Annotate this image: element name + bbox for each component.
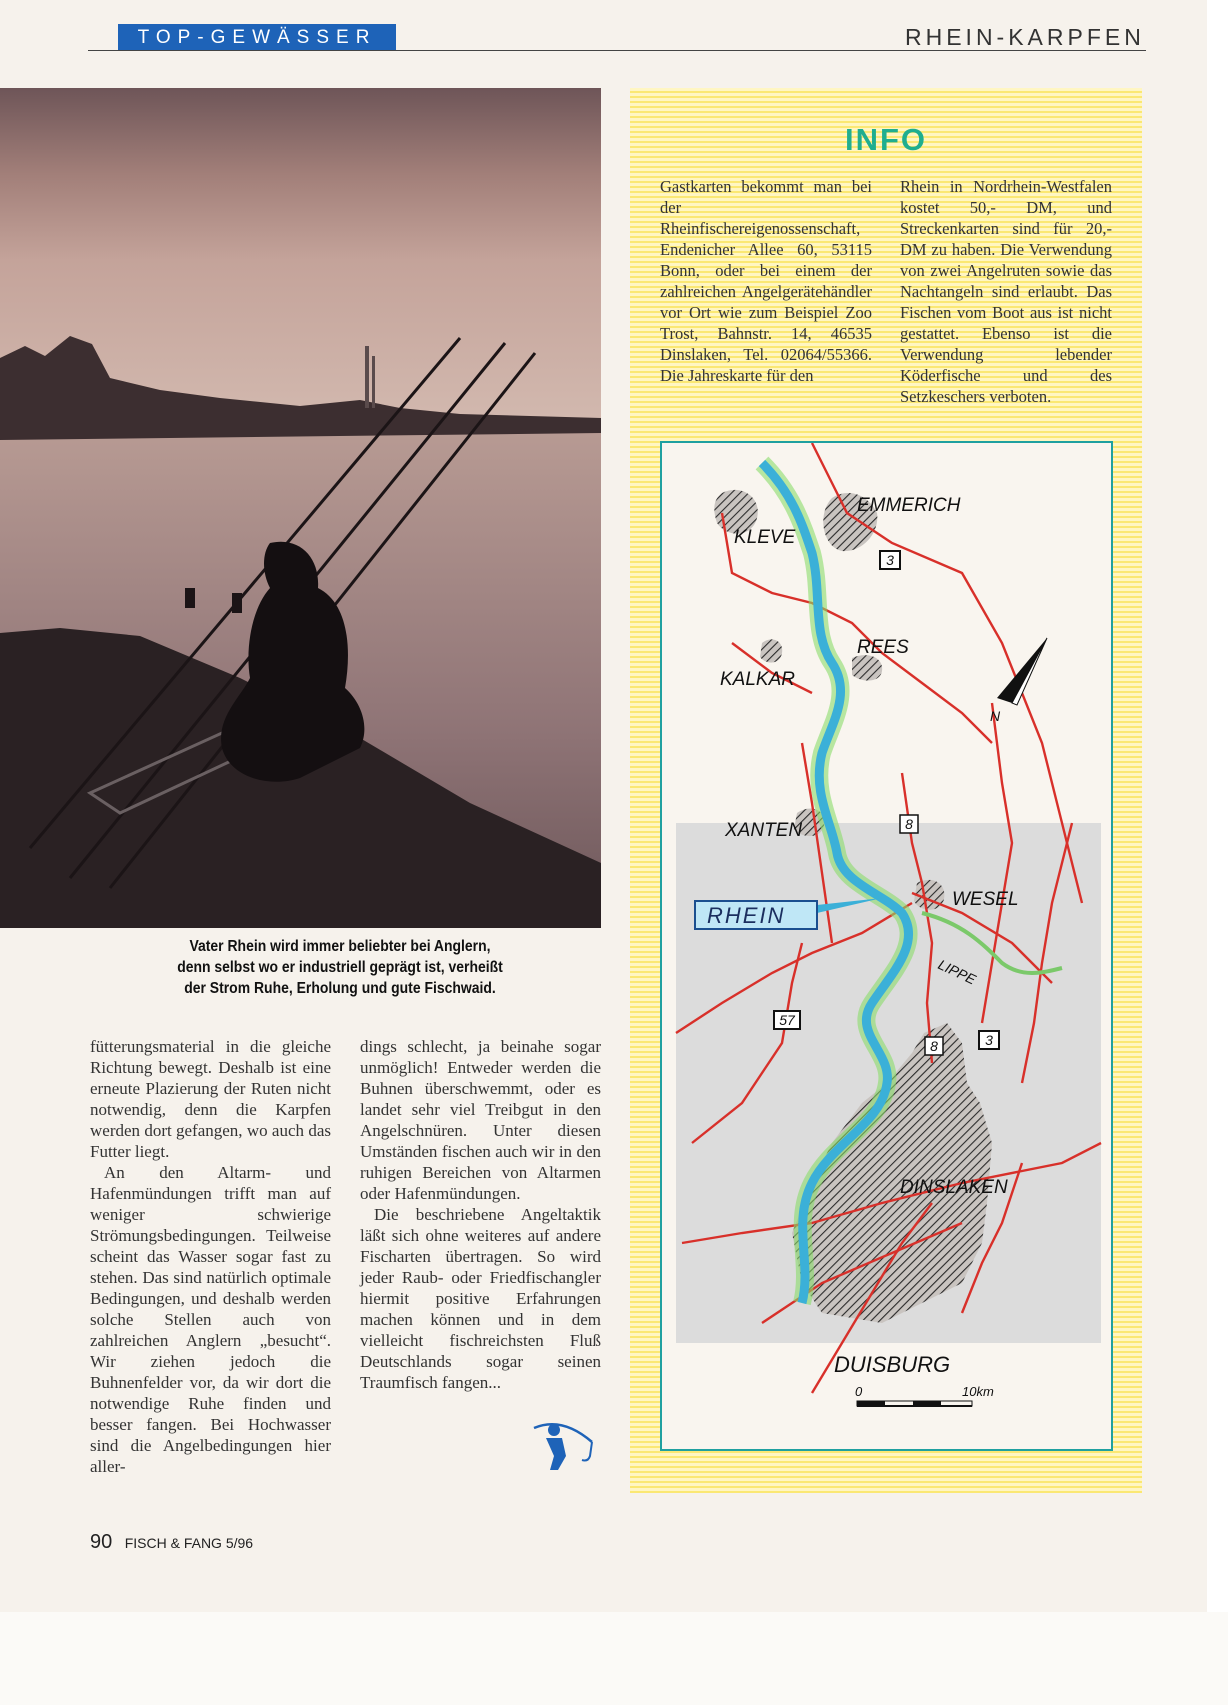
- city-label: DUISBURG: [834, 1352, 951, 1377]
- road-number: 8: [930, 1038, 938, 1054]
- urban-area-kalkar: [760, 639, 782, 662]
- caption-line: Vater Rhein wird immer beliebter bei Anglern,: [189, 938, 491, 955]
- magazine-issue: FISCH & FANG 5/96: [124, 1535, 254, 1551]
- north-label: N: [990, 708, 1001, 724]
- north-arrow-icon: [990, 638, 1047, 724]
- header-rule: [88, 50, 1146, 51]
- paragraph: Die beschriebene Angeltaktik läßt sich ohne weiteres auf andere Fischarten übertragen. So wird jeder Raub- oder Friedfischangler hiermit positive Erfahrungen machen können und in dem vielleicht fischreichsten Fluß Deutschlands sogar seinen Traumfisch fangen...: [360, 1205, 601, 1392]
- caption-line: der Strom Ruhe, Erholung und gute Fischwaid.: [184, 980, 496, 997]
- paragraph: An den Altarm- und Hafenmündungen trifft man auf weniger schwierige Strömungsbedingungen. Teilweise scheint das Wasser sogar fast zu stehen. Das sind natürlich optimale Bedingungen, und deshalb werden solche Stellen auch von zahlreichen Anglern „besucht“. Wir ziehen jedoch die Buhnenfelder vor, da wir dort die notwendige Ruhe finden und besser fangen. Bei Hochwasser sind die Angelbedingungen hier aller-: [90, 1163, 331, 1476]
- info-text: Rhein in Nordrhein-Westfalen kostet 50,- DM, und Streckenkarten sind für 20,- DM zu haben. Die Verwendung von zwei Angelruten sowie das Nachtangeln sind erlaubt. Das Fischen vom Boot aus ist nicht gestattet. Ebenso ist die Verwendung lebender Köderfische und des Setzkeschers verboten.: [900, 177, 1112, 406]
- city-label: WESEL: [952, 889, 1019, 910]
- road-number: 3: [886, 552, 894, 568]
- road-number: 3: [985, 1032, 993, 1048]
- rhine-map: [660, 441, 1113, 1451]
- city-label: EMMERICH: [857, 495, 961, 516]
- city-label: KLEVE: [734, 527, 796, 548]
- city-label: XANTEN: [725, 820, 803, 841]
- page-footer: [90, 1531, 253, 1554]
- section-title: RHEIN-KARPFEN: [905, 24, 1145, 50]
- angler-photo: [0, 88, 601, 928]
- info-title: INFO: [844, 122, 928, 157]
- road-number: 57: [779, 1012, 795, 1028]
- scale-bar: [855, 1384, 994, 1406]
- paragraph: fütterungsmaterial in die gleiche Richtung bewegt. Deshalb ist eine erneute Plazierung der Ruten nicht notwendig, denn die Karpfen werden dort gefangen, wo auch das Futter liegt.: [90, 1037, 331, 1161]
- tributary-label: LIPPE: [935, 956, 979, 988]
- river-label: RHEIN: [707, 903, 786, 928]
- city-label: KALKAR: [720, 669, 795, 690]
- scale-end: 10km: [962, 1384, 994, 1399]
- page-edge: [1207, 0, 1228, 1612]
- paragraph: dings schlecht, ja beinahe sogar unmöglich! Entweder werden die Buhnen überschwemmt, oder es landet sehr viel Treibgut in den Angelschnüren. Unter diesen Umständen fischen auch wir in den ruhigen Bereichen von Altarmen oder Hafenmündungen.: [360, 1037, 601, 1203]
- city-label: DINSLAKEN: [900, 1177, 1008, 1198]
- page-number: 90: [90, 1531, 113, 1553]
- caption-line: denn selbst wo er industriell geprägt ist, verheißt: [177, 959, 503, 976]
- urban-area-rees: [852, 655, 882, 681]
- article-column-1: [90, 1036, 331, 1477]
- article-column-2: [360, 1036, 601, 1393]
- scale-start: 0: [855, 1384, 863, 1399]
- city-label: REES: [857, 637, 909, 658]
- info-column-1: [660, 176, 872, 386]
- road-number: 8: [905, 816, 913, 832]
- info-text: Gastkarten bekommt man bei der Rheinfischereigenossenschaft, Endenicher Allee 60, 53115 Bonn, oder bei einem der zahlreichen Angelgerätehändler vor Ort wie zum Beispiel Zoo Trost, Bahnstr. 14, 46535 Dinslaken, Tel. 02064/55366. Die Jahreskarte für den: [660, 177, 872, 385]
- angler-end-mark-icon: [532, 1420, 598, 1476]
- section-tag: TOP-GEWÄSSER: [118, 24, 396, 51]
- info-column-2: [900, 176, 1112, 407]
- photo-caption: [151, 936, 529, 999]
